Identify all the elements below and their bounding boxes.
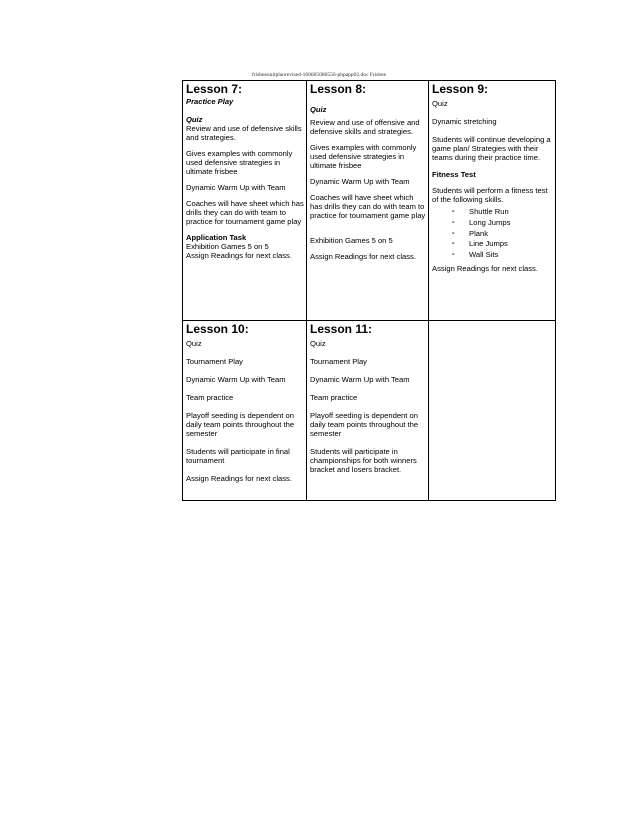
quiz-text: Quiz [432,99,448,108]
dash-bullet: - [452,206,455,215]
lesson-11-cell [307,321,429,501]
perform-text: Students will perform a fitness test of the following skills. [432,186,548,204]
seeding-text: Playoff seeding is dependent on daily team points throughout the semester [186,411,295,438]
quiz-text: Quiz [310,339,326,348]
coaches-text: Coaches will have sheet which has drills they can do with team to practice for tournament game play [186,199,304,226]
warmup-text: Dynamic Warm Up with Team [310,177,410,186]
quiz-text: Quiz [186,339,202,348]
team-practice-text: Team practice [310,393,358,402]
team-practice-text: Team practice [186,393,234,402]
lesson-8-cell [307,81,429,321]
list-item: - Wall Sits [452,249,499,260]
dash-bullet: - [452,238,455,248]
list-item: - Line Jumps [452,238,508,249]
empty-cell [429,321,556,501]
examples-text: Gives examples with commonly used defensive strategies in ultimate frisbee [186,149,293,176]
application-task-heading: Application Task [186,233,247,242]
fitness-test-heading: Fitness Test [432,170,476,179]
exhibition-text: Exhibition Games 5 on 5 [310,236,393,245]
examples-text: Gives examples with commonly used defensive strategies in ultimate frisbee [310,143,417,170]
table-row [183,321,556,501]
readings-text: Assign Readings for next class. [432,263,538,273]
review-text: Review and use of offensive and defensive skills and strategies. [310,118,420,136]
list-item: - Long Jumps [452,216,511,227]
dash-bullet: - [452,249,455,259]
list-item: - Plank [452,227,488,238]
lesson-subtitle: Practice Play [186,97,234,106]
warmup-text: Dynamic Warm Up with Team [186,183,286,192]
lesson-title: Lesson 10: [186,322,249,336]
table-row [183,81,556,321]
lesson-9-cell [429,81,556,321]
dash-bullet: - [452,227,455,237]
document-header: frisbeeunitplanrevised-160605080556-phpapp02.doc Frisbee [251,72,387,78]
list-item: - Shuttle Run [452,206,509,216]
warmup-text: Dynamic Warm Up with Team [186,375,286,384]
dash-bullet: - [452,216,455,226]
skills-list [432,207,553,261]
stretching-text: Dynamic stretching [432,117,497,126]
lesson-title: Lesson 8: [310,82,367,96]
seeding-text: Playoff seeding is dependent on daily team points throughout the semester [310,411,419,438]
lesson-7-cell [183,81,307,321]
lesson-title: Lesson 7: [186,82,243,96]
lesson-10-cell [183,321,307,501]
lesson-title: Lesson 9: [432,82,489,96]
readings-text: Assign Readings for next class. [310,252,416,261]
readings-text: Assign Readings for next class. [186,474,292,483]
continue-text: Students will continue developing a game plan/ Strategies with their teams during their practice time. [432,135,551,162]
review-text: Review and use of defensive skills and strategies. [186,124,302,142]
championships-text: Students will participate in championships for both winners bracket and losers bracket. [310,447,417,474]
lesson-title: Lesson 11: [310,322,373,336]
lesson-plan-table [182,80,556,501]
warmup-text: Dynamic Warm Up with Team [310,375,410,384]
tournament-text: Tournament Play [186,357,243,366]
quiz-heading: Quiz [310,105,327,114]
final-tournament-text: Students will participate in final tournament [186,447,290,465]
exhibition-text: Exhibition Games 5 on 5 [186,242,269,251]
readings-text: Assign Readings for next class. [186,251,292,260]
tournament-text: Tournament Play [310,357,367,366]
coaches-text: Coaches will have sheet which has drills they can do with team to practice for tournament game play [310,193,426,220]
quiz-heading: Quiz [186,115,203,124]
